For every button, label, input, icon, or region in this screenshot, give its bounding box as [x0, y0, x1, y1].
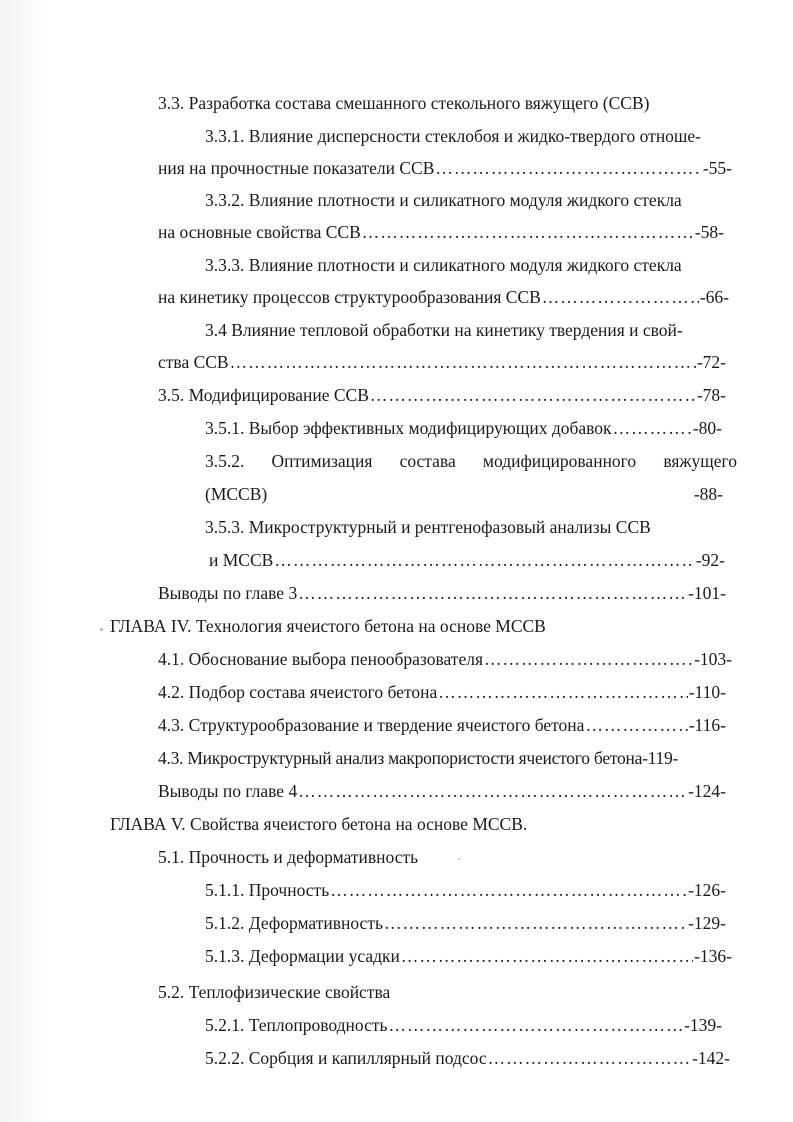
toc-3-3-1-line1: 3.3.1. Влияние дисперсности стеклобоя и жидко-твердого отноше-	[205, 126, 702, 146]
leader-dots	[542, 285, 699, 309]
toc-3-3-1-page: -55-	[702, 158, 732, 178]
toc-3-5-2-word: Оптимизация	[271, 451, 373, 471]
toc-5-1-title: 5.1. Прочность и деформативность	[158, 847, 419, 867]
toc-5-1-1-entry	[205, 878, 726, 902]
toc-3-5-entry	[158, 383, 726, 407]
toc-3-3-3-line2: на кинетику процессов структурообразования ССВ	[158, 287, 541, 307]
toc-4-1-entry	[158, 647, 732, 671]
toc-4-1-page: -103-	[694, 649, 732, 669]
leader-dots	[435, 156, 701, 180]
leader-dots	[484, 647, 693, 671]
toc-3-3-title: 3.3. Разработка состава смешанного стекольного вяжущего (ССВ)	[158, 93, 650, 113]
toc-4-3a-page: -116-	[688, 715, 726, 735]
toc-chapter-5-title: ГЛАВА V. Свойства ячеистого бетона на основе МССВ.	[110, 814, 528, 834]
toc-3-3-3-entry	[158, 285, 729, 309]
toc-chapter-4-title: ГЛАВА IV. Технология ячеистого бетона на основе МССВ	[110, 616, 546, 636]
toc-5-2-1-entry	[205, 1013, 722, 1037]
toc-3-5-2-line2: (МССВ)	[205, 484, 268, 504]
leader-dots	[370, 383, 696, 407]
toc-3-5-3-page: -92-	[695, 550, 725, 570]
toc-4-3a-title: 4.3. Структурообразование и твердение ячеистого бетона	[158, 715, 585, 735]
toc-conclusions-4-entry	[158, 779, 726, 803]
toc-3-3-1-line2: ния на прочностные показатели ССВ	[158, 158, 435, 178]
toc-3-4-page: -72-	[696, 352, 726, 372]
scan-edge-shadow	[0, 0, 48, 1122]
toc-3-3-2-entry	[158, 220, 724, 244]
toc-5-1-3-page: -136-	[694, 946, 732, 966]
leader-dots	[298, 581, 687, 605]
toc-3-5-2-word: 3.5.2.	[205, 451, 245, 471]
toc-5-1-1-page: -126-	[688, 880, 726, 900]
leader-dots	[401, 944, 693, 968]
toc-4-2-page: -110-	[688, 682, 726, 702]
toc-5-1-2-page: -129-	[688, 913, 726, 933]
leader-dots	[330, 878, 687, 902]
scan-speck	[458, 858, 460, 860]
leader-dots	[274, 548, 695, 572]
leader-dots	[298, 779, 687, 803]
toc-3-5-title: 3.5. Модифицирование ССВ	[158, 385, 369, 405]
toc-3-5-3-entry	[209, 548, 725, 572]
toc-3-4-line1: 3.4 Влияние тепловой обработки на кинетику твердения и свой-	[205, 320, 683, 340]
toc-3-5-1-page: -80-	[692, 418, 722, 438]
toc-3-5-1-entry	[205, 416, 722, 440]
toc-5-2-1-title: 5.2.1. Теплопроводность	[205, 1015, 388, 1035]
leader-dots	[384, 911, 687, 935]
toc-5-1-2-title: 5.1.2. Деформативность	[205, 913, 383, 933]
scan-speck	[100, 628, 103, 631]
toc-3-5-2-line1	[205, 449, 737, 473]
toc-3-3-2-page: -58-	[694, 222, 724, 242]
toc-5-2-2-page: -142-	[692, 1048, 730, 1068]
leader-dots	[438, 680, 687, 704]
toc-3-4-line2: ства ССВ	[158, 352, 229, 372]
toc-3-5-2-word: состава	[399, 451, 456, 471]
toc-4-3b-entry: 4.3. Микроструктурный анализ макропористости ячеистого бетона-119-	[158, 748, 679, 768]
toc-3-3-3-line1: 3.3.3. Влияние плотности и силикатного модуля жидкого стекла	[205, 255, 682, 275]
toc-5-2-1-page: -139-	[684, 1015, 722, 1035]
toc-3-3-3-page: -66-	[699, 287, 729, 307]
leader-dots	[389, 1013, 684, 1037]
leader-dots	[362, 220, 694, 244]
toc-5-1-3-entry	[205, 944, 732, 968]
toc-3-4-entry	[158, 350, 726, 374]
leader-dots	[230, 350, 696, 374]
toc-5-1-3-title: 5.1.3. Деформации усадки	[205, 946, 400, 966]
toc-4-2-entry	[158, 680, 726, 704]
toc-5-2-2-title: 5.2.2. Сорбция и капиллярный подсос	[205, 1048, 487, 1068]
toc-3-5-page: -78-	[696, 385, 726, 405]
toc-3-5-3-line1: 3.5.3. Микроструктурный и рентгенофазовый анализы ССВ	[205, 517, 651, 537]
toc-3-5-1-title: 3.5.1. Выбор эффективных модифицирующих добавок	[205, 418, 612, 438]
toc-4-1-title: 4.1. Обоснование выбора пенообразователя	[158, 649, 483, 669]
toc-3-5-2-word: модифицированного	[482, 451, 637, 471]
leader-dots	[613, 416, 692, 440]
toc-4-2-title: 4.2. Подбор состава ячеистого бетона	[158, 682, 438, 702]
toc-3-5-2-entry	[205, 482, 723, 506]
toc-conclusions-4-page: -124-	[688, 781, 726, 801]
toc-conclusions-3-entry	[158, 581, 726, 605]
toc-5-1-2-entry	[205, 911, 726, 935]
toc-3-3-1-entry	[158, 156, 732, 180]
toc-5-1-1-title: 5.1.1. Прочность	[205, 880, 330, 900]
toc-4-3a-entry	[158, 713, 726, 737]
toc-conclusions-4-title: Выводы по главе 4	[158, 781, 298, 801]
toc-5-2-2-entry	[205, 1046, 730, 1070]
toc-3-3-2-line2: на основные свойства ССВ	[158, 222, 361, 242]
toc-3-5-2-page: -88-	[693, 484, 723, 504]
toc-conclusions-3-page: -101-	[688, 583, 726, 603]
toc-5-2-title: 5.2. Теплофизические свойства	[158, 982, 391, 1002]
toc-conclusions-3-title: Выводы по главе 3	[158, 583, 298, 603]
toc-3-5-2-word: вяжущего	[663, 451, 737, 471]
leader-dots	[585, 713, 687, 737]
leader-dots	[488, 1046, 692, 1070]
toc-3-3-2-line1: 3.3.2. Влияние плотности и силикатного модуля жидкого стекла	[205, 190, 682, 210]
toc-3-5-3-line2: и МССВ	[209, 550, 274, 570]
